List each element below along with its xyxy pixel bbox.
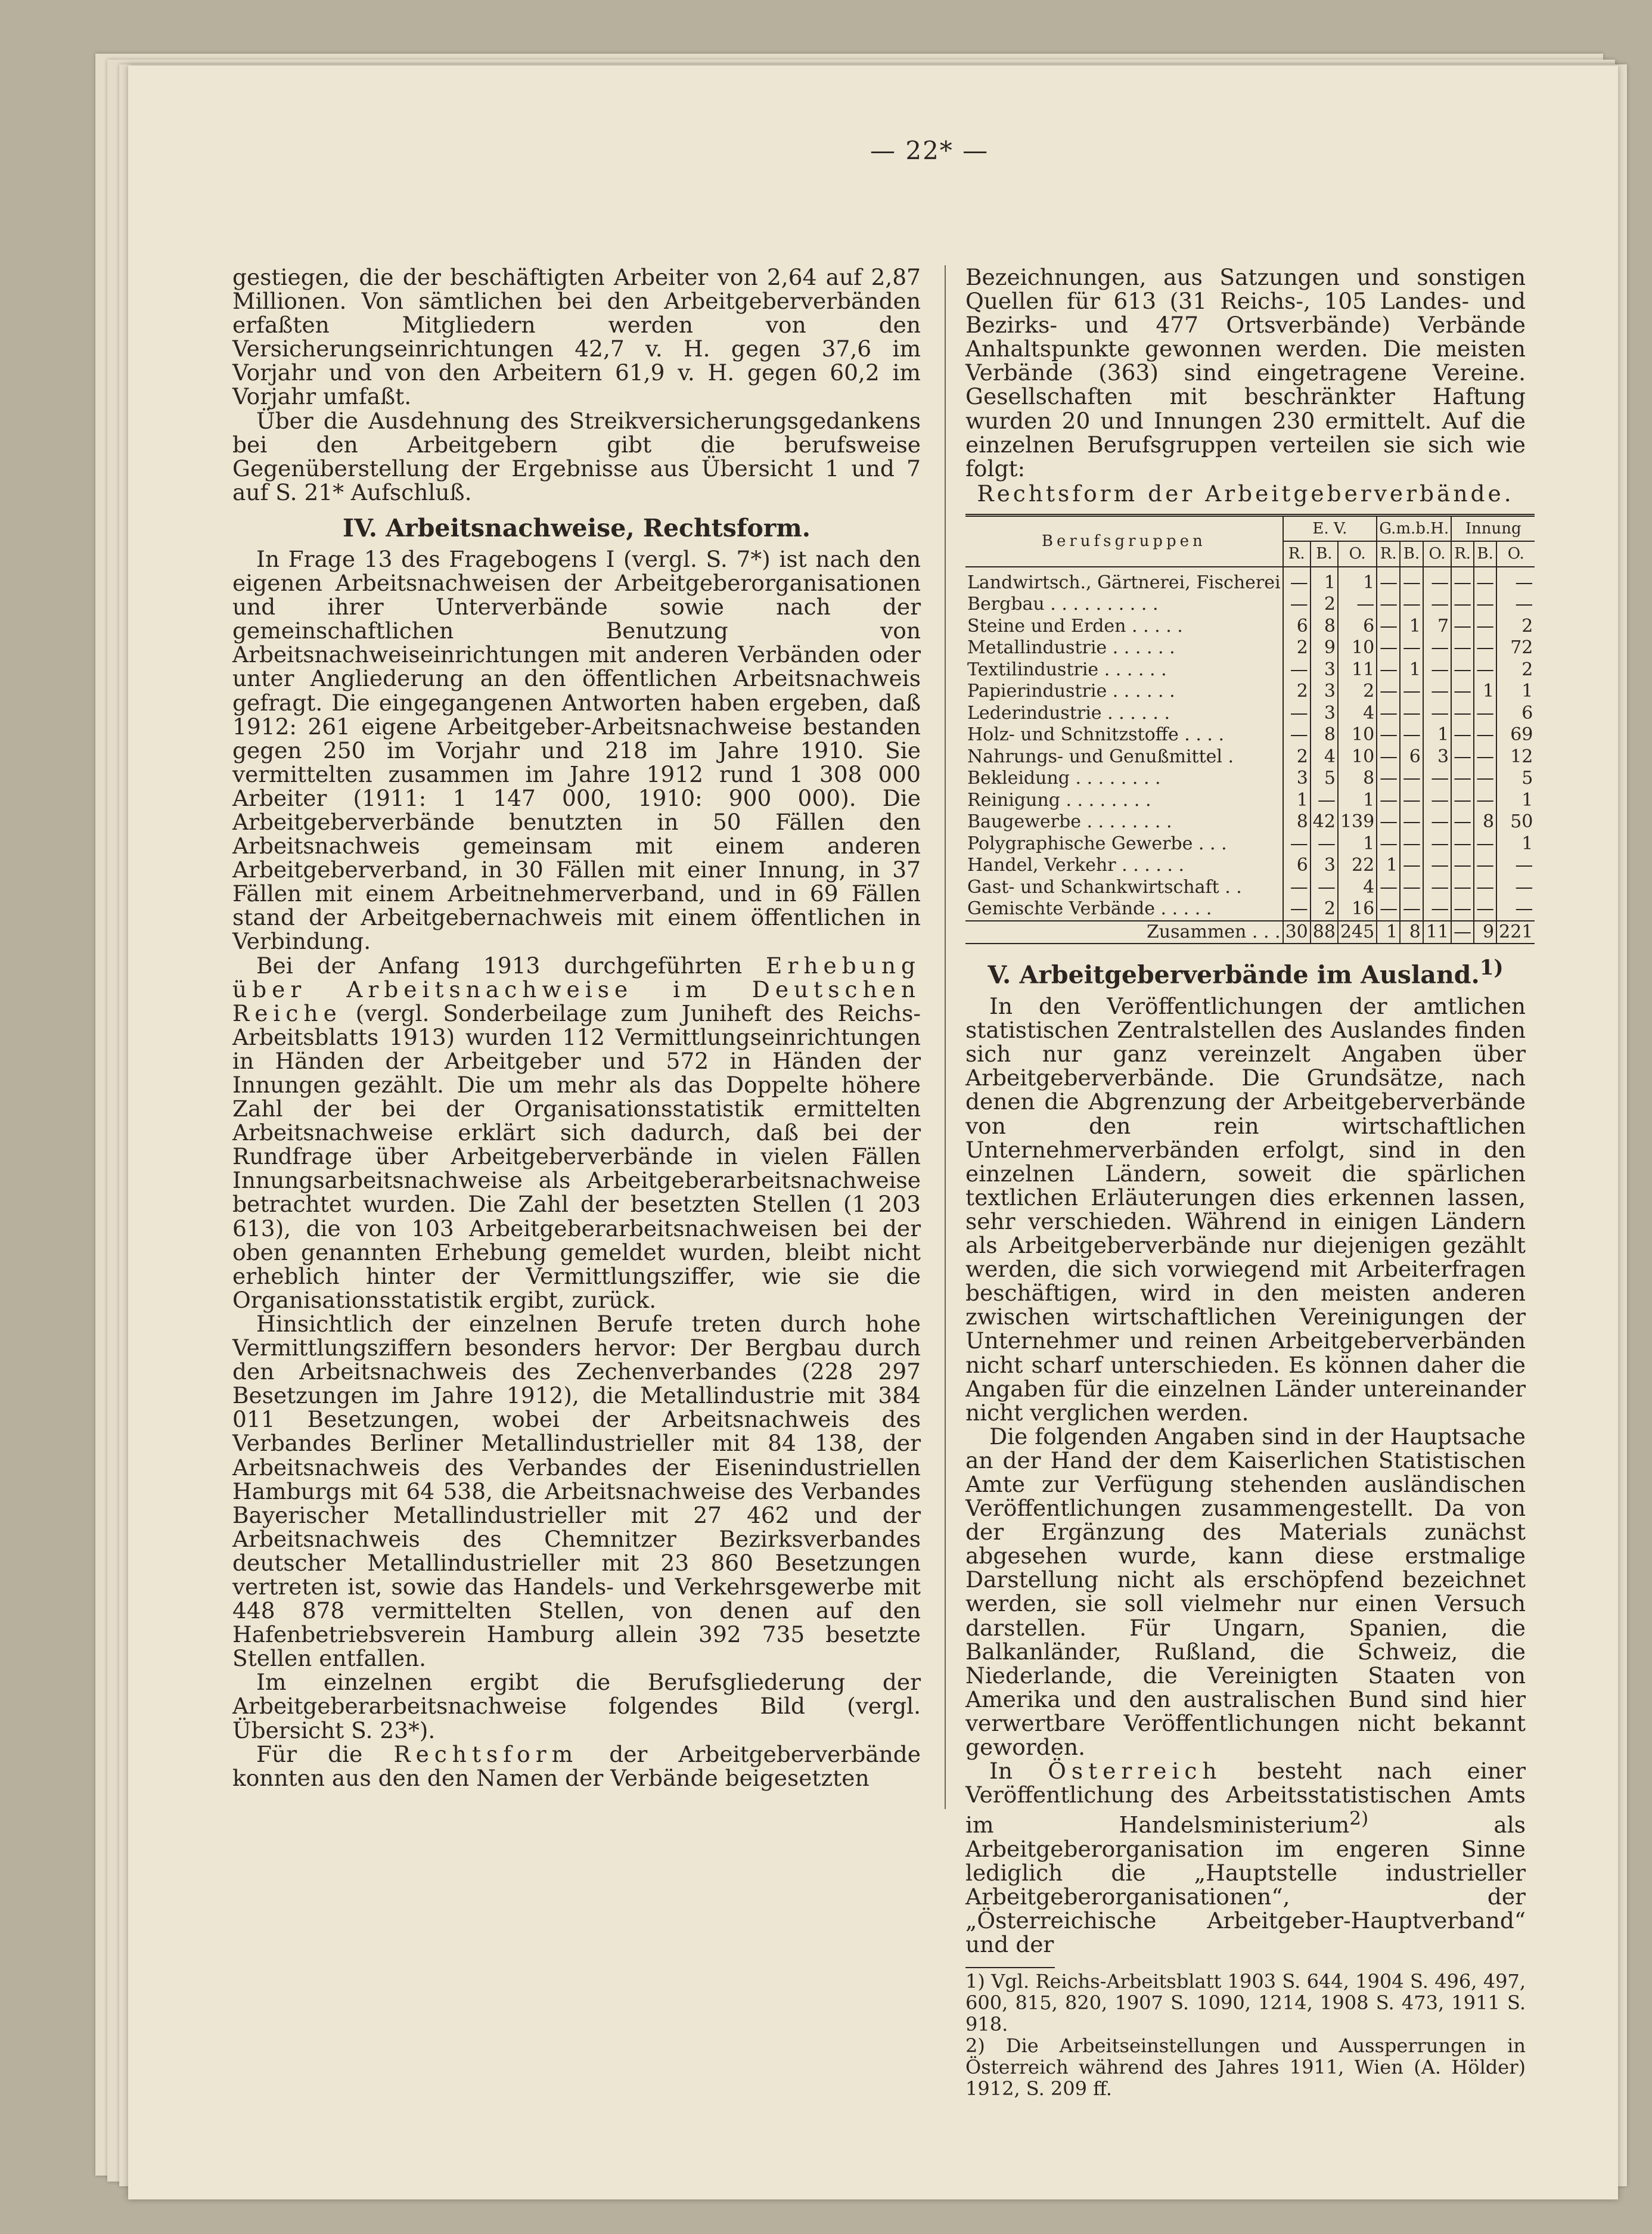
table-cell-name: Metallindustrie . . . . . . <box>967 637 1175 659</box>
table-cell: 6 <box>1400 746 1423 768</box>
table-cell: — <box>1377 616 1400 638</box>
table-cell-name: Steine und Erden . . . . . <box>967 615 1183 637</box>
paragraph-text: Für die <box>256 1740 363 1767</box>
table-cell: 3 <box>1311 681 1338 703</box>
table-cell: 1 <box>1474 681 1496 703</box>
emphasis-text: Österreich <box>1048 1758 1222 1785</box>
table-row <box>965 768 1535 790</box>
table-row <box>965 616 1535 638</box>
table-cell: — <box>1400 898 1423 921</box>
table-cell: — <box>1283 567 1311 594</box>
table-cell: — <box>1474 768 1496 790</box>
paragraph-text: besteht nach einer Veröffentlichung des Arbeitsstatistischen Amts im Handelsministerium <box>965 1758 1526 1838</box>
table-cell: 1 <box>1423 724 1451 746</box>
table-cell: — <box>1451 833 1474 855</box>
table-cell: 1 <box>1377 921 1400 944</box>
column-header-berufsgruppen: Berufsgruppen <box>965 515 1283 567</box>
table-cell: — <box>1283 703 1311 725</box>
table-cell-name: Bergbau . . . . . . . . . . <box>967 594 1159 615</box>
footnote: 2) Die Arbeitseinstellungen und Aussperrungen in Österreich während des Jahres 1911, Wien (A. Hölder) 1912, S. 209 ff. <box>965 2034 1526 2100</box>
table-cell: — <box>1283 898 1311 921</box>
column-divider <box>945 265 946 1809</box>
table-cell: 7 <box>1423 616 1451 638</box>
table-cell-name: Bekleidung . . . . . . . . <box>967 768 1161 789</box>
table-row <box>965 637 1535 659</box>
table-cell: 4 <box>1338 703 1377 725</box>
table-cell: — <box>1451 877 1474 899</box>
table-cell-name: Baugewerbe . . . . . . . . <box>967 811 1172 833</box>
table-cell: — <box>1400 724 1423 746</box>
table-cell: 3 <box>1311 659 1338 681</box>
table-row <box>965 659 1535 681</box>
table-cell: — <box>1451 790 1474 812</box>
table-cell: 4 <box>1338 877 1377 899</box>
subheader: R. <box>1377 541 1400 567</box>
table-caption: Rechtsform der Arbeitgeberverbände. <box>977 480 1514 507</box>
table-cell: 3 <box>1311 855 1338 877</box>
table-cell: — <box>1474 833 1496 855</box>
table-cell: — <box>1423 659 1451 681</box>
table-cell: 3 <box>1311 703 1338 725</box>
table-cell-name: Gast- und Schankwirtschaft . . <box>967 876 1242 898</box>
table-cell: — <box>1423 833 1451 855</box>
table-cell: 72 <box>1496 637 1535 659</box>
footnote-ref: 2) <box>1349 1808 1369 1830</box>
table-cell: — <box>1377 790 1400 812</box>
left-column <box>232 265 921 1790</box>
paragraph: Bezeichnungen, aus Satzungen und sonstigen Quellen für 613 (31 Reichs-, 105 Landes- und Bezirks- und 477 Ortsverbände) Verbände Anhaltspunkte gewonnen werden. Die meisten Verbände (363) sind eingetragene Vereine. Gesellschaften mit beschränkter Haftung wurden 20 und Innungen 230 ermittelt. Auf die einzelnen Berufsgruppen verteilen sie sich wie folgt: <box>965 264 1526 482</box>
table-cell: — <box>1423 855 1451 877</box>
table-row <box>965 703 1535 725</box>
footnote-ref: 1) <box>1479 956 1504 981</box>
table-cell: — <box>1451 724 1474 746</box>
table-cell: — <box>1377 811 1400 833</box>
table-cell: — <box>1451 921 1474 944</box>
table-cell: — <box>1400 768 1423 790</box>
table-cell-name: Landwirtsch., Gärtnerei, Fischerei <box>967 572 1281 593</box>
table-cell: — <box>1474 703 1496 725</box>
paragraph: In Frage 13 des Fragebogens I (vergl. S. 7*) ist nach den eigenen Arbeitsnachweisen der Arbeitgeberorganisationen und ihrer Unterverbände sowie nach der gemeinschaftlichen Benutzung von Arbeitsnachweiseinrichtungen mit anderen Verbänden oder unter Angliederung an den öffentlichen Arbeitsnachweis gefragt. Die eingegangenen Antworten haben ergeben, daß 1912: 261 eigene Arbeitgeber-Arbeitsnachweise bestanden gegen 250 im Vorjahr und 218 im Jahre 1910. Sie vermittelten zusammen im Jahre 1912 rund 1 308 000 Arbeiter (1911: 1 147 000, 1910: 900 000). Die Arbeitgeberverbände benutzten in 50 Fällen den Arbeitsnachweis gemeinsam mit einem anderen Arbeitgeberverband, in 30 Fällen mit einer Innung, in 37 Fällen mit einem Arbeitnehmerverband, und in 69 Fällen stand der Arbeitgebernachweis mit einem öffentlichen in Verbindung. <box>232 545 921 955</box>
column-header-gmbh: G.m.b.H. <box>1377 515 1451 541</box>
paragraph-text: In <box>989 1758 1013 1785</box>
section-heading <box>965 954 1526 989</box>
paragraph <box>965 1759 1526 1956</box>
table-cell: — <box>1283 594 1311 616</box>
table-cell: 221 <box>1496 921 1535 944</box>
table-cell: 8 <box>1283 811 1311 833</box>
table-cell: 1 <box>1496 833 1535 855</box>
page-number: — 22* — <box>870 136 989 165</box>
table-cell: — <box>1377 768 1400 790</box>
table-cell: — <box>1423 768 1451 790</box>
table-cell: — <box>1451 768 1474 790</box>
table-row <box>965 746 1535 768</box>
table-cell-name: Zusammen . . . <box>965 921 1283 944</box>
table-cell: — <box>1283 833 1311 855</box>
table-cell: — <box>1496 898 1535 921</box>
table-cell: — <box>1338 594 1377 616</box>
table-cell: — <box>1400 855 1423 877</box>
table-cell: — <box>1311 833 1338 855</box>
table-cell: — <box>1474 616 1496 638</box>
table-cell: — <box>1400 637 1423 659</box>
table-cell: — <box>1400 703 1423 725</box>
table-cell: — <box>1400 833 1423 855</box>
table-cell: — <box>1423 811 1451 833</box>
paragraph <box>232 954 921 1312</box>
table-cell: 1 <box>1496 790 1535 812</box>
table-cell: 3 <box>1423 746 1451 768</box>
table-cell: — <box>1451 594 1474 616</box>
table-cell: — <box>1423 594 1451 616</box>
subheader: B. <box>1474 541 1496 567</box>
table-cell: — <box>1496 877 1535 899</box>
section-heading: IV. Arbeitsnachweise, Rechtsform. <box>342 513 811 542</box>
table-cell: 6 <box>1283 616 1311 638</box>
table-cell: 42 <box>1311 811 1338 833</box>
table-cell: — <box>1474 898 1496 921</box>
table-cell: 1 <box>1311 567 1338 594</box>
table-row <box>965 811 1535 833</box>
paragraph <box>232 1742 921 1790</box>
table-cell: — <box>1283 659 1311 681</box>
table-cell: 1 <box>1338 567 1377 594</box>
paragraph: Die folgenden Angaben sind in der Hauptsache an der Hand der dem Kaiserlichen Statistischen Amte zur Verfügung stehenden ausländischen Veröffentlichungen zusammengestellt. Da von der Ergänzung des Materials zunächst abgesehen wurde, kann diese erstmalige Darstellung nicht als erschöpfend bezeichnet werden, sie soll vielmehr nur einen Versuch darstellen. Für Ungarn, Spanien, die Balkanländer, Rußland, die Schweiz, die Niederlande, die Vereinigten Staaten von Amerika und den australischen Bund sind hier verwertbare Veröffentlichungen nicht bekannt geworden. <box>965 1423 1526 1760</box>
table-cell: 2 <box>1311 594 1338 616</box>
paragraph: gestiegen, die der beschäftigten Arbeiter von 2,64 auf 2,87 Millionen. Von sämtlichen bei den Arbeitgeberverbänden erfaßten Mitgliedern werden von den Versicherungseinrichtungen 42,7 v. H. gegen 37,6 im Vorjahr und von den Arbeitern 61,9 v. H. gegen 60,2 im Vorjahr umfaßt. <box>232 264 921 410</box>
legal-form-table <box>965 514 1535 945</box>
table-cell-name: Nahrungs- und Genußmittel . <box>967 746 1234 767</box>
table-cell: — <box>1423 703 1451 725</box>
table-cell: — <box>1451 898 1474 921</box>
table-cell: 1 <box>1283 790 1311 812</box>
table-cell: 16 <box>1338 898 1377 921</box>
emphasis-text: Rechtsform <box>393 1740 579 1767</box>
footnote-rule <box>965 1967 1055 1968</box>
table-cell: 10 <box>1338 637 1377 659</box>
table-cell: — <box>1451 703 1474 725</box>
table-cell: — <box>1400 681 1423 703</box>
table-cell: 50 <box>1496 811 1535 833</box>
subheader: R. <box>1451 541 1474 567</box>
subheader: B. <box>1400 541 1423 567</box>
table-cell-name: Polygraphische Gewerbe . . . <box>967 833 1227 854</box>
column-header-ev: E. V. <box>1283 515 1377 541</box>
table-cell-name: Gemischte Verbände . . . . . <box>967 898 1212 920</box>
right-column <box>965 264 1533 2100</box>
table-cell: — <box>1474 637 1496 659</box>
table-cell: — <box>1423 637 1451 659</box>
paragraph: In den Veröffentlichungen der amtlichen statistischen Zentralstellen des Auslandes finden sich nur ganz vereinzelt Angaben über Arbeitgeberverbände. Die Grundsätze, nach denen die Abgrenzung der Arbeitgeberverbände von den rein wirtschaftlichen Unternehmerverbänden erfolgt, sind in den einzelnen Ländern, soweit die spärlichen textlichen Erläuterungen dies erkennen lassen, sehr verschieden. Während in einigen Ländern als Arbeitgeberverbände nur diejenigen gezählt werden, die sich vorwiegend mit Arbeiterfragen beschäftigen, wird in den meisten anderen zwischen wirtschaftlichen Vereinigungen der Unternehmer und reinen Arbeitgeberverbänden nicht scharf unterschieden. Es können daher die Angaben für die einzelnen Länder untereinander nicht verglichen werden. <box>965 993 1526 1426</box>
table-cell: 11 <box>1338 659 1377 681</box>
table-cell: 2 <box>1283 637 1311 659</box>
table-cell: 8 <box>1311 724 1338 746</box>
table-row <box>965 790 1535 812</box>
table-cell: 2 <box>1496 659 1535 681</box>
table-cell: 245 <box>1338 921 1377 944</box>
table-cell: — <box>1474 659 1496 681</box>
table-sum-row <box>965 921 1535 944</box>
table-cell: 1 <box>1400 616 1423 638</box>
paragraph-text: als Arbeitgeberorganisation im engeren Sinne lediglich die „Hauptstelle industrieller Arbeitgeberorganisationen“, der „Österreichische Arbeitgeber-Hauptverband“ und der <box>965 1811 1526 1958</box>
paragraph-text: (vergl. Sonderbeilage zum Juniheft des Reichs-Arbeitsblatts 1913) wurden 112 Vermittlungseinrichtungen in Händen der Arbeitgeber und 572 in Händen der Innungen gezählt. Die um mehr als das Doppelte höhere Zahl der bei der Organisationsstatistik ermittelten Arbeitsnachweise erklärt sich dadurch, daß bei der Rundfrage über Arbeitgeberverbände in vielen Fällen Innungsarbeitsnachweise als Arbeitgeberarbeitsnachweise betrachtet wurden. Die Zahl der besetzten Stellen (1 203 613), die von 103 Arbeitgeberarbeitsnachweisen bei der oben genannten Erhebung gemeldet wurden, bleibt nicht erheblich hinter der Vermittlungsziffer, wie sie die Organisationsstatistik ergibt, zurück. <box>232 1000 921 1313</box>
table-cell: 5 <box>1311 768 1338 790</box>
table-row <box>965 898 1535 921</box>
table-cell: — <box>1377 703 1400 725</box>
table-cell: — <box>1377 637 1400 659</box>
table-cell: 4 <box>1311 746 1338 768</box>
table-cell: — <box>1496 594 1535 616</box>
table-cell: — <box>1474 877 1496 899</box>
table-cell: — <box>1423 567 1451 594</box>
table-cell: — <box>1423 877 1451 899</box>
table-cell: — <box>1451 855 1474 877</box>
table-cell: 2 <box>1496 616 1535 638</box>
table-cell: — <box>1451 681 1474 703</box>
subheader: O. <box>1338 541 1377 567</box>
table-cell: — <box>1377 724 1400 746</box>
table-row <box>965 877 1535 899</box>
paragraph: Über die Ausdehnung des Streikversicherungsgedankens bei den Arbeitgebern gibt die berufsweise Gegenüberstellung der Ergebnisse aus Übersicht 1 und 7 auf S. 21* Aufschluß. <box>232 407 921 505</box>
table-cell: 9 <box>1311 637 1338 659</box>
table-cell: — <box>1283 877 1311 899</box>
table-cell: 2 <box>1311 898 1338 921</box>
table-row <box>965 833 1535 855</box>
paragraph: Im einzelnen ergibt die Berufsgliederung der Arbeitgeberarbeitsnachweise folgendes Bild (vergl. Übersicht S. 23*). <box>232 1669 921 1743</box>
table-cell: 1 <box>1496 681 1535 703</box>
table-cell: — <box>1451 616 1474 638</box>
table-cell: 8 <box>1338 768 1377 790</box>
table-cell: 6 <box>1338 616 1377 638</box>
table-body <box>965 567 1535 944</box>
table-cell: 69 <box>1496 724 1535 746</box>
table-cell: 2 <box>1338 681 1377 703</box>
table-cell: 1 <box>1338 833 1377 855</box>
table-cell: — <box>1474 724 1496 746</box>
table-cell: — <box>1451 746 1474 768</box>
table-cell-name: Holz- und Schnitzstoffe . . . . <box>967 724 1225 746</box>
table-cell: — <box>1451 659 1474 681</box>
table-row <box>965 567 1535 594</box>
table-cell: — <box>1474 594 1496 616</box>
table-cell: — <box>1377 594 1400 616</box>
table-row <box>965 594 1535 616</box>
table-cell: 1 <box>1400 659 1423 681</box>
table-cell: 22 <box>1338 855 1377 877</box>
table-cell: — <box>1311 790 1338 812</box>
table-cell: — <box>1400 567 1423 594</box>
column-header-innung: Innung <box>1451 515 1535 541</box>
table-cell: 10 <box>1338 724 1377 746</box>
table-cell: — <box>1377 877 1400 899</box>
subheader: O. <box>1423 541 1451 567</box>
table-cell: — <box>1423 790 1451 812</box>
table-cell: — <box>1377 681 1400 703</box>
table-cell-name: Papierindustrie . . . . . . <box>967 681 1175 702</box>
emphasis-text: Erhebung über Arbeitsnachweise im Deutschen Reiche <box>232 952 921 1026</box>
table-row <box>965 681 1535 703</box>
table-cell: — <box>1400 811 1423 833</box>
table-cell: 2 <box>1283 681 1311 703</box>
table-cell: 6 <box>1283 855 1311 877</box>
table-cell: 2 <box>1283 746 1311 768</box>
table-cell: — <box>1474 855 1496 877</box>
table-cell: 88 <box>1311 921 1338 944</box>
table-cell: — <box>1474 567 1496 594</box>
table-cell: — <box>1377 659 1400 681</box>
footnote: 1) Vgl. Reichs-Arbeitsblatt 1903 S. 644, 1904 S. 496, 497, 600, 815, 820, 1907 S. 1090, 1214, 1908 S. 473, 1911 S. 918. <box>965 1970 1526 2036</box>
table-cell: 8 <box>1400 921 1423 944</box>
paragraph-text: Bei der Anfang 1913 durchgeführten <box>256 952 743 979</box>
table-cell: 8 <box>1311 616 1338 638</box>
table-cell: — <box>1423 681 1451 703</box>
table-cell: — <box>1283 724 1311 746</box>
table-row <box>965 855 1535 877</box>
table-cell: 9 <box>1474 921 1496 944</box>
table-cell: — <box>1451 567 1474 594</box>
table-cell: 139 <box>1338 811 1377 833</box>
table-cell: — <box>1474 746 1496 768</box>
table-cell-name: Reinigung . . . . . . . . <box>967 789 1151 811</box>
table-cell: — <box>1377 898 1400 921</box>
table-cell: — <box>1451 811 1474 833</box>
table-cell: 10 <box>1338 746 1377 768</box>
table-cell: — <box>1496 567 1535 594</box>
paragraph: Hinsichtlich der einzelnen Berufe treten durch hohe Vermittlungsziffern besonders hervor: Der Bergbau durch den Arbeitsnachweis des Zechenverbandes (228 297 Besetzungen im Jahre 1912), die Metallindustrie mit 384 011 Besetzungen, wobei der Arbeitsnachweis des Verbandes Berliner Metallindustrieller mit 84 138, der Arbeitsnachweis des Verbandes der Eisenindustriellen Hamburgs mit 64 538, die Arbeitsnachweise des Verbandes Bayerischer Metallindustrieller mit 27 462 und der Arbeitsnachweis des Chemnitzer Bezirksverbandes deutscher Metallindustrieller mit 23 860 Besetzungen vertreten ist, sowie das Handels- und Verkehrsgewerbe mit 448 878 vermittelten Stellen, von denen auf den Hafenbetriebsverein Hamburg allein 392 735 besetzte Stellen entfallen. <box>232 1310 921 1672</box>
table-row <box>965 724 1535 746</box>
table-cell: — <box>1400 594 1423 616</box>
table-cell: — <box>1400 877 1423 899</box>
table-cell: 12 <box>1496 746 1535 768</box>
subheader: B. <box>1311 541 1338 567</box>
table-cell: — <box>1496 855 1535 877</box>
table-cell: — <box>1474 790 1496 812</box>
table-cell-name: Lederindustrie . . . . . . <box>967 702 1170 724</box>
table-cell: — <box>1377 833 1400 855</box>
table-cell: — <box>1400 790 1423 812</box>
table-cell: 11 <box>1423 921 1451 944</box>
table-cell: 1 <box>1377 855 1400 877</box>
table-cell-name: Textilindustrie . . . . . . <box>967 659 1167 680</box>
table-cell: — <box>1311 877 1338 899</box>
table-cell: 6 <box>1496 703 1535 725</box>
subheader: O. <box>1496 541 1535 567</box>
table-cell: — <box>1451 637 1474 659</box>
table-cell: 8 <box>1474 811 1496 833</box>
table-cell: 5 <box>1496 768 1535 790</box>
table-cell: — <box>1377 567 1400 594</box>
table-cell: — <box>1377 746 1400 768</box>
subheader: R. <box>1283 541 1311 567</box>
heading-text: V. Arbeitgeberverbände im Ausland. <box>988 961 1480 990</box>
table-cell: 30 <box>1283 921 1311 944</box>
table-cell: 3 <box>1283 768 1311 790</box>
table-cell: 1 <box>1338 790 1377 812</box>
table-cell: — <box>1423 898 1451 921</box>
table-cell-name: Handel, Verkehr . . . . . . <box>967 855 1185 876</box>
paragraph-text: der Arbeitgeberverbände konnten aus den den Namen der Verbände beigesetzten <box>232 1740 921 1791</box>
